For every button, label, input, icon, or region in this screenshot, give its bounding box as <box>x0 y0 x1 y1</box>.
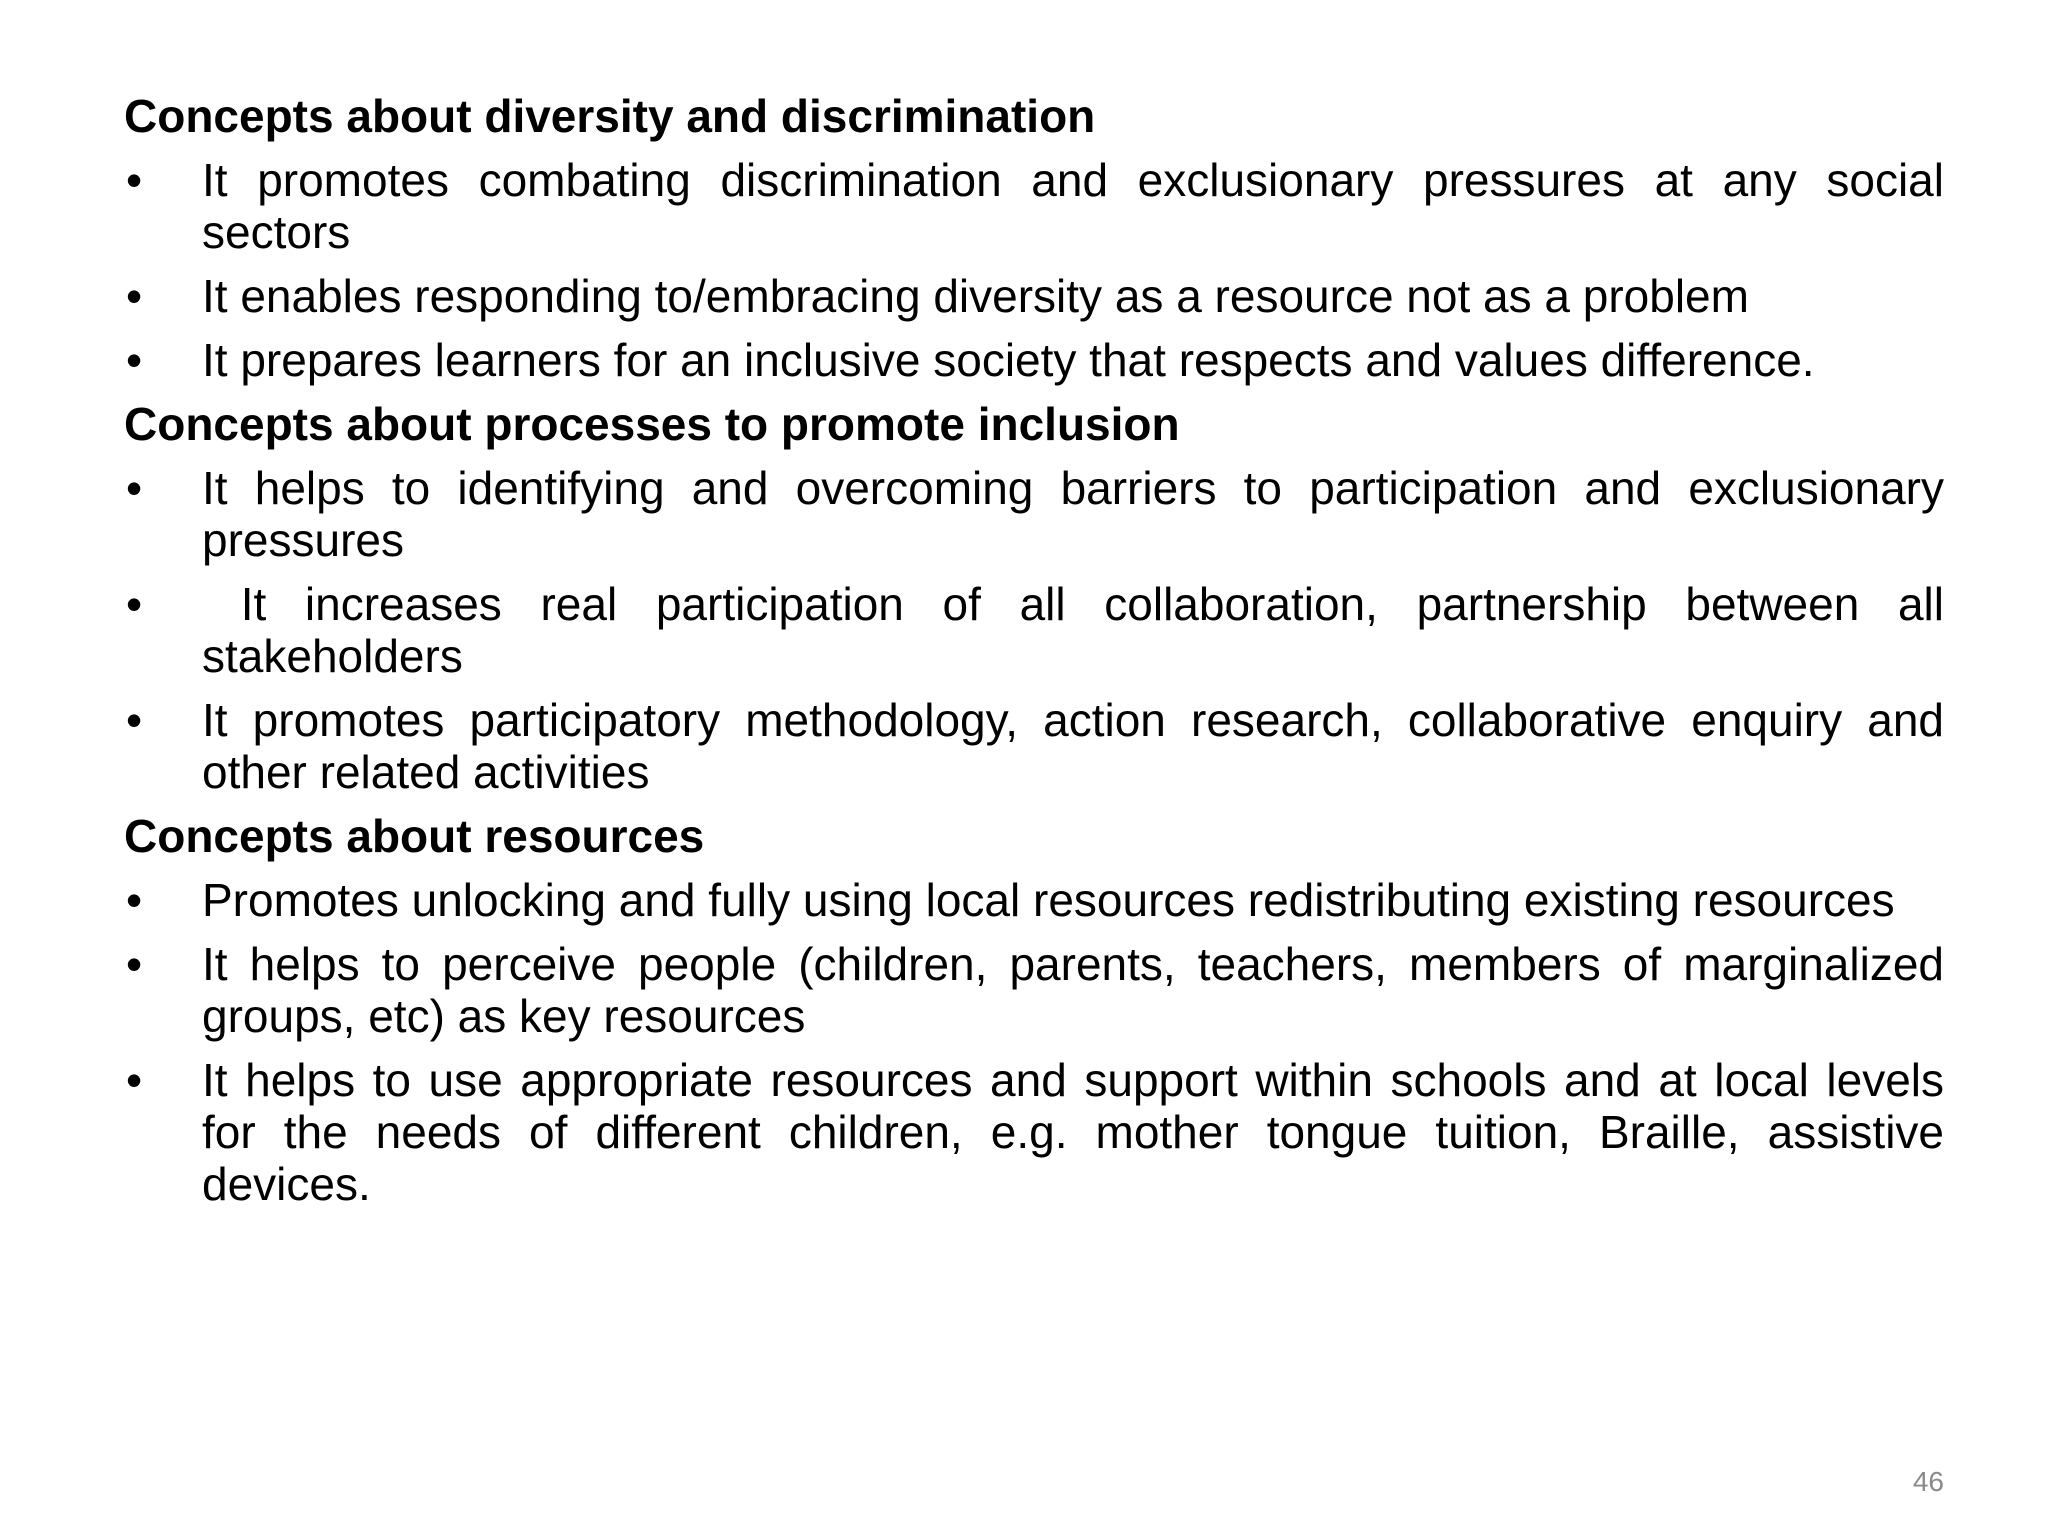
bullet-text: It increases real participation of all collaboration, partnership between all stakeholders <box>202 578 1957 682</box>
bullet-text: Promotes unlocking and fully using local resources redistributing existing resources <box>202 874 1895 926</box>
bullet-text: It helps to perceive people (children, parents, teachers, members of marginalized groups, etc) as key resources <box>202 938 1944 1042</box>
bullet-item <box>124 874 1944 926</box>
bullet-dot: • <box>126 270 143 322</box>
bullet-item <box>124 578 1957 682</box>
bullet-text: It promotes participatory methodology, action research, collaborative enquiry and other related activities <box>202 694 1944 798</box>
section-heading-diversity: Concepts about diversity and discrimination <box>124 90 1096 142</box>
section-heading-processes: Concepts about processes to promote inclusion <box>124 398 1180 450</box>
bullet-text: It prepares learners for an inclusive society that respects and values difference. <box>202 334 1815 386</box>
bullet-item <box>124 270 1944 322</box>
bullet-dot: • <box>126 578 143 630</box>
bullet-text: It helps to identifying and overcoming barriers to participation and exclusionary pressures <box>202 462 1944 566</box>
bullet-text: It enables responding to/embracing diversity as a resource not as a problem <box>202 270 1749 322</box>
bullet-item <box>124 154 1944 258</box>
bullet-dot: • <box>126 938 143 990</box>
bullet-dot: • <box>126 154 143 206</box>
bullet-dot: • <box>126 1054 143 1106</box>
bullet-dot: • <box>126 334 143 386</box>
slide-content <box>124 90 1983 1222</box>
bullet-dot: • <box>126 874 143 926</box>
bullet-list-processes <box>124 462 1957 798</box>
section-heading-resources: Concepts about resources <box>124 810 705 862</box>
bullet-dot: • <box>126 694 143 746</box>
bullet-text: It promotes combating discrimination and exclusionary pressures at any social sectors <box>202 154 1944 258</box>
bullet-dot: • <box>126 462 143 514</box>
page-number: 46 <box>1912 1466 1944 1497</box>
bullet-item <box>124 1054 1983 1210</box>
bullet-item <box>124 334 1944 386</box>
bullet-item <box>124 694 1944 798</box>
bullet-list-diversity <box>124 154 1944 386</box>
bullet-item <box>124 938 1944 1042</box>
bullet-list-resources <box>124 874 1983 1210</box>
bullet-item <box>124 462 1944 566</box>
bullet-text: It helps to use appropriate resources and support within schools and at local levels for the needs of different children, e.g. mother tongue tuition, Braille, assistive devices. <box>202 1054 1983 1210</box>
